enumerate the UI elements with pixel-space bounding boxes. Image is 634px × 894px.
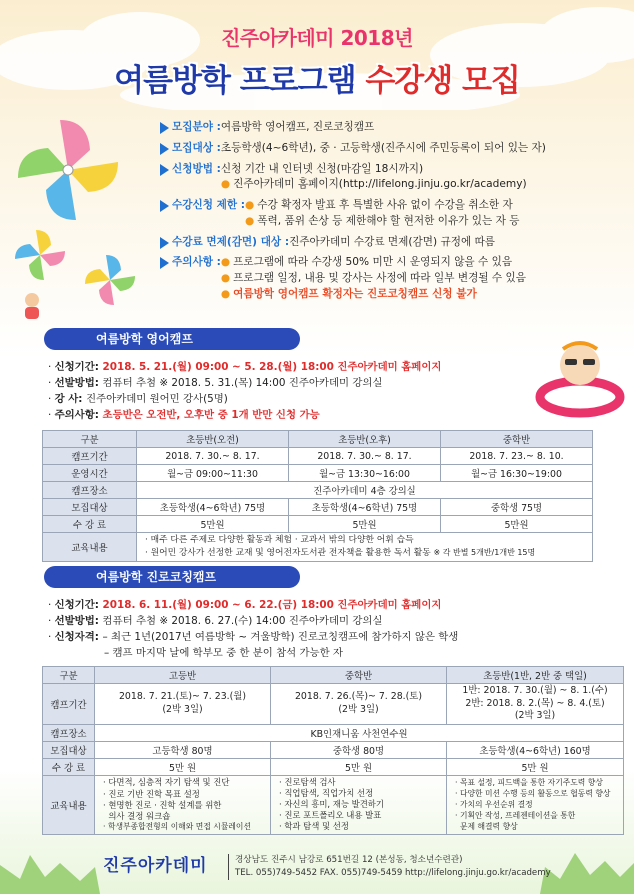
bullet-key: 선발방법:	[54, 615, 103, 628]
sub-title: 진주아카데미 2018년	[221, 26, 413, 50]
period-line: (2박 3일)	[514, 710, 556, 722]
info-text-block	[221, 256, 630, 301]
info-sub: ● 프로그램 일정, 내용 및 강사는 사정에 따라 일부 변경될 수 있음	[220, 272, 526, 285]
info-list	[160, 121, 630, 309]
table-header: 구분	[43, 431, 137, 448]
bullet-key: 신청기간:	[54, 361, 103, 373]
main-title-part: 여름방학 프로그램	[114, 63, 366, 99]
table-cell	[271, 684, 447, 725]
table-cell: 5만원	[137, 516, 289, 533]
bullet-key: 강 사:	[54, 393, 87, 406]
bullet-caution: · 주의사항: 초등반은 오전반, 오후반 중 1개 반만 신청 가능	[48, 409, 320, 422]
edu-line: · 직업탐색, 직업가치 선정	[279, 788, 374, 799]
info-sub-text: 여름방학 영어캠프 확정자는 진로코칭캠프 신청 불가	[233, 287, 477, 300]
info-label: 주의사항 :	[172, 256, 221, 269]
table-row	[43, 776, 624, 834]
address-line: 경상남도 진주시 남강로 651번길 12 (본성동, 청소년수련관)	[235, 855, 463, 865]
table-row	[43, 742, 624, 759]
bullet-teacher: · 강 사: 진주아카데미 원어민 강사(5명)	[48, 393, 228, 406]
info-sub-text: 진주아카데미 홈페이지(http://lifelong.jinju.go.kr/academy)	[233, 178, 527, 191]
triangle-icon	[160, 257, 169, 269]
period-line: 2018. 7. 26.(목)~ 7. 28.(토)	[294, 691, 423, 703]
table-row	[43, 482, 593, 499]
info-text-block	[245, 199, 630, 229]
table-cell: KB인재니움 사천연수원	[95, 725, 624, 742]
table-row-label: 모집대상	[43, 499, 137, 516]
contact-line: TEL. 055)749-5452 FAX. 055)749-5459 http://lifelong.jinju.go.kr/academy	[235, 867, 551, 878]
table-cell	[447, 684, 624, 725]
table-row	[43, 499, 593, 516]
info-row-limit	[160, 199, 630, 229]
table-cell: 초등학생(4~6학년) 75명	[289, 499, 441, 516]
edu-line: · 목표 설정, 피드백을 통한 자기주도력 향상	[455, 778, 603, 788]
info-label: 모집대상 :	[172, 141, 221, 154]
info-row-exempt	[160, 236, 630, 250]
table-header: 초등반(오후)	[289, 431, 441, 448]
edu-line: · 다면적, 심층적 자기 탐색 및 진단	[103, 777, 230, 788]
table-row	[43, 533, 593, 562]
table-cell: 2018. 7. 30.~ 8. 17.	[289, 448, 441, 465]
table-cell: 초등학생(4~6학년) 160명	[447, 742, 624, 759]
bullet-key: 신청자격:	[54, 631, 103, 644]
table-cell: 중학생 75명	[441, 499, 593, 516]
bullet-selection: · 선발방법: 컴퓨터 추첨 ※ 2018. 6. 27.(수) 14:00 진주아카데미 강의실	[48, 615, 383, 628]
table-cell: 2018. 7. 30.~ 8. 17.	[137, 448, 289, 465]
table-cell: 중학생 80명	[271, 742, 447, 759]
table-cell: 2018. 7. 23.~ 8. 10.	[441, 448, 593, 465]
edu-line-2	[145, 547, 589, 560]
info-row-field	[160, 121, 630, 135]
bullet-value: 2018. 6. 11.(월) 09:00 ~ 6. 22.(금) 18:00 진주아카데미 홈페이지	[102, 599, 442, 611]
header	[0, 14, 634, 100]
table-header: 고등반	[95, 667, 271, 684]
info-label: 모집분야 :	[172, 121, 221, 133]
table-cell-edu	[271, 776, 447, 834]
edu-line: · 다양한 미션 수행 등의 활동으로 협동력 향상	[455, 789, 611, 799]
info-label: 수강료 면제(감면) 대상 :	[172, 235, 290, 248]
edu-line: · 학생부종합전형의 이해와 면접 시뮬레이션	[103, 821, 251, 831]
bullet-key: 신청기간:	[54, 599, 103, 611]
bullet-value: – 캠프 마지막 날에 학부모 중 한 분이 참석 가능한 자	[104, 647, 343, 660]
edu-line: · 진로 기반 진학 목표 설정	[103, 788, 200, 799]
info-sub: ● 폭력, 품위 손상 등 제한해야 할 현저한 이유가 있는 자 등	[245, 214, 520, 227]
info-sub: ● 진주아카데미 홈페이지(http://lifelong.jinju.go.kr/academy)	[220, 178, 527, 191]
bullet-value: 초등반은 오전반, 오후반 중 1개 반만 신청 가능	[102, 409, 320, 422]
table-cell: 5만 원	[95, 759, 271, 776]
section-title-english: 여름방학 영어캠프	[44, 328, 300, 350]
edu-line: · 자신의 흥미, 재능 발견하기	[279, 799, 384, 810]
main-title	[0, 55, 634, 100]
info-text: 신청 기간 내 인터넷 신청(마감일 18시까지)	[220, 162, 424, 175]
info-row-caution	[160, 256, 630, 301]
period-line: 2반: 2018. 8. 2.(목) ~ 8. 4.(토)	[465, 697, 605, 709]
english-bullets	[48, 359, 441, 424]
table-header: 중학반	[441, 431, 593, 448]
table-cell: 초등학생(4~6학년) 75명	[137, 499, 289, 516]
table-row-label: 운영시간	[43, 465, 137, 482]
edu-line: · 기획안 작성, 프레젠테이션을 통한	[455, 811, 576, 821]
info-sub-text: 프로그램 일정, 내용 및 강사는 사정에 따라 일부 변경될 수 있음	[233, 272, 526, 285]
period-line: (2박 3일)	[162, 704, 203, 716]
info-text: 초등학생(4~6학년), 중 · 고등학생(진주시에 주민등록이 되어 있는 자)	[220, 141, 546, 154]
table-row-label: 캠프장소	[43, 482, 137, 499]
info-text: 여름방학 영어캠프, 진로코칭캠프	[220, 121, 375, 133]
info-sub-text: 프로그램에 따라 수강생 50% 미만 시 운영되지 않을 수 있음	[233, 256, 513, 269]
period-line: 2018. 7. 21.(토)~ 7. 23.(월)	[118, 691, 247, 703]
bullet-eligibility: · 신청자격: – 최근 1년(2017년 여름방학 ~ 겨울방학) 진로코칭캠프에 참가하지 않은 학생	[48, 631, 459, 644]
table-cell: 월~금 16:30~19:00	[441, 465, 593, 482]
edu-line: · 진로탐색 검사	[279, 777, 336, 788]
bullet-value: 컴퓨터 추첨 ※ 2018. 6. 27.(수) 14:00 진주아카데미 강의실	[102, 615, 383, 628]
table-header: 초등반(1반, 2반 중 택일)	[447, 667, 624, 684]
pinwheel-small-icon	[10, 225, 70, 285]
triangle-icon	[160, 143, 169, 155]
table-cell: 월~금 09:00~11:30	[137, 465, 289, 482]
edu-line: · 진로 포트폴리오 내용 발표	[279, 810, 382, 821]
edu-line: 문제 해결력 향상	[455, 822, 518, 832]
pinwheel-icon	[8, 110, 128, 230]
table-row-label: 캠프기간	[43, 448, 137, 465]
info-sub-highlight: ● 여름방학 영어캠프 확정자는 진로코칭캠프 신청 불가	[220, 287, 477, 300]
table-cell: 5만원	[441, 516, 593, 533]
academy-logo: 진주아카데미	[103, 856, 208, 876]
bullet-value: – 최근 1년(2017년 여름방학 ~ 겨울방학) 진로코칭캠프에 참가하지 않은 학생	[102, 631, 459, 644]
table-row-label: 교육내용	[43, 776, 95, 834]
table-header: 중학반	[271, 667, 447, 684]
edu-line: · 가치의 우선순위 결정	[455, 800, 533, 810]
info-sub-text: 수강 확정자 발표 후 특별한 사유 없이 수강을 취소한 자	[257, 199, 513, 212]
edu-line: · 현명한 진로 · 진학 설계를 위한	[103, 799, 222, 810]
table-header: 초등반(오전)	[137, 431, 289, 448]
table-cell: 5만 원	[271, 759, 447, 776]
table-cell-edu	[95, 776, 271, 834]
info-text: 진주아카데미 수강료 면제(감면) 규정에 따름	[289, 235, 496, 248]
career-bullets	[48, 597, 458, 662]
triangle-icon	[160, 164, 169, 176]
info-text-block	[221, 163, 630, 193]
table-row-label: 모집대상	[43, 742, 95, 759]
bullet-period: · 신청기간: 2018. 6. 11.(월) 09:00 ~ 6. 22.(금) 18:00 진주아카데미 홈페이지	[48, 599, 442, 611]
table-row-label: 캠프기간	[43, 684, 95, 725]
table-row	[43, 759, 624, 776]
bullet-value: 진주아카데미 원어민 강사(5명)	[86, 393, 228, 406]
section-title-career: 여름방학 진로코칭캠프	[44, 566, 300, 588]
bullet-key: 선발방법:	[54, 377, 103, 390]
table-row-label: 수 강 료	[43, 516, 137, 533]
table-cell	[95, 684, 271, 725]
table-header-row	[43, 667, 624, 684]
bullet-eligibility-2	[48, 645, 458, 661]
swimming-child-icon	[535, 335, 625, 420]
triangle-icon	[160, 200, 169, 212]
table-row	[43, 448, 593, 465]
bullet-period: · 신청기간: 2018. 5. 21.(월) 09:00 ~ 5. 28.(월) 18:00 진주아카데미 홈페이지	[48, 361, 442, 373]
info-sub-text: 폭력, 품위 손상 등 제한해야 할 현저한 이유가 있는 자 등	[257, 214, 520, 227]
footer-address	[228, 854, 551, 880]
info-sub: ● 프로그램에 따라 수강생 50% 미만 시 운영되지 않을 수 있음	[220, 256, 513, 269]
table-row-label: 수 강 료	[43, 759, 95, 776]
table-row	[43, 725, 624, 742]
table-cell: 월~금 13:30~16:00	[289, 465, 441, 482]
bullet-value: 컴퓨터 추첨 ※ 2018. 5. 31.(목) 14:00 진주아카데미 강의실	[102, 377, 383, 390]
table-row	[43, 465, 593, 482]
table-row	[43, 684, 624, 725]
info-label: 수강신청 제한 :	[172, 199, 246, 212]
table-row	[43, 516, 593, 533]
period-line: (2박 3일)	[338, 704, 379, 716]
triangle-icon	[160, 122, 169, 134]
info-row-method	[160, 163, 630, 193]
table-header-row	[43, 431, 593, 448]
edu-line: 의사 결정 워크숍	[103, 810, 171, 821]
table-cell: 5만원	[289, 516, 441, 533]
table-cell-edu	[137, 533, 593, 562]
table-row-label: 교육내용	[43, 533, 137, 562]
career-table	[42, 666, 624, 835]
table-header: 구분	[43, 667, 95, 684]
period-line: 1반: 2018. 7. 30.(월) ~ 8. 1.(수)	[462, 685, 608, 696]
table-cell: 고등학생 80명	[95, 742, 271, 759]
child-icon	[14, 290, 50, 326]
main-title-highlight: 수강생 모집	[365, 63, 520, 99]
bullet-key: 주의사항:	[54, 409, 103, 422]
edu-note: ※ 각 반별 5개반/1개반 15명	[433, 548, 536, 558]
bullet-selection: · 선발방법: 컴퓨터 추첨 ※ 2018. 5. 31.(목) 14:00 진주아카데미 강의실	[48, 377, 383, 390]
edu-line: · 학과 탐색 및 선정	[279, 821, 349, 832]
bullet-value: 2018. 5. 21.(월) 09:00 ~ 5. 28.(월) 18:00 진주아카데미 홈페이지	[102, 361, 442, 373]
table-row-label: 캠프장소	[43, 725, 95, 742]
info-sub: ● 수강 확정자 발표 후 특별한 사유 없이 수강을 취소한 자	[245, 199, 513, 212]
table-cell: 5만 원	[447, 759, 624, 776]
edu-text: · 원어민 강사가 선정한 교재 및 영어전자도서관 전자책을 활용한 독서 활동	[145, 548, 431, 559]
table-cell-edu	[447, 776, 624, 834]
info-row-target	[160, 142, 630, 156]
english-table	[42, 430, 593, 562]
pinwheel-small-icon-2	[80, 250, 140, 310]
table-cell: 진주아카데미 4층 강의실	[137, 482, 593, 499]
edu-line: · 매주 다른 주제로 다양한 활동과 체험 · 교과서 밖의 다양한 어휘 습득	[145, 535, 414, 545]
triangle-icon	[160, 237, 169, 249]
info-label: 신청방법 :	[172, 162, 221, 175]
